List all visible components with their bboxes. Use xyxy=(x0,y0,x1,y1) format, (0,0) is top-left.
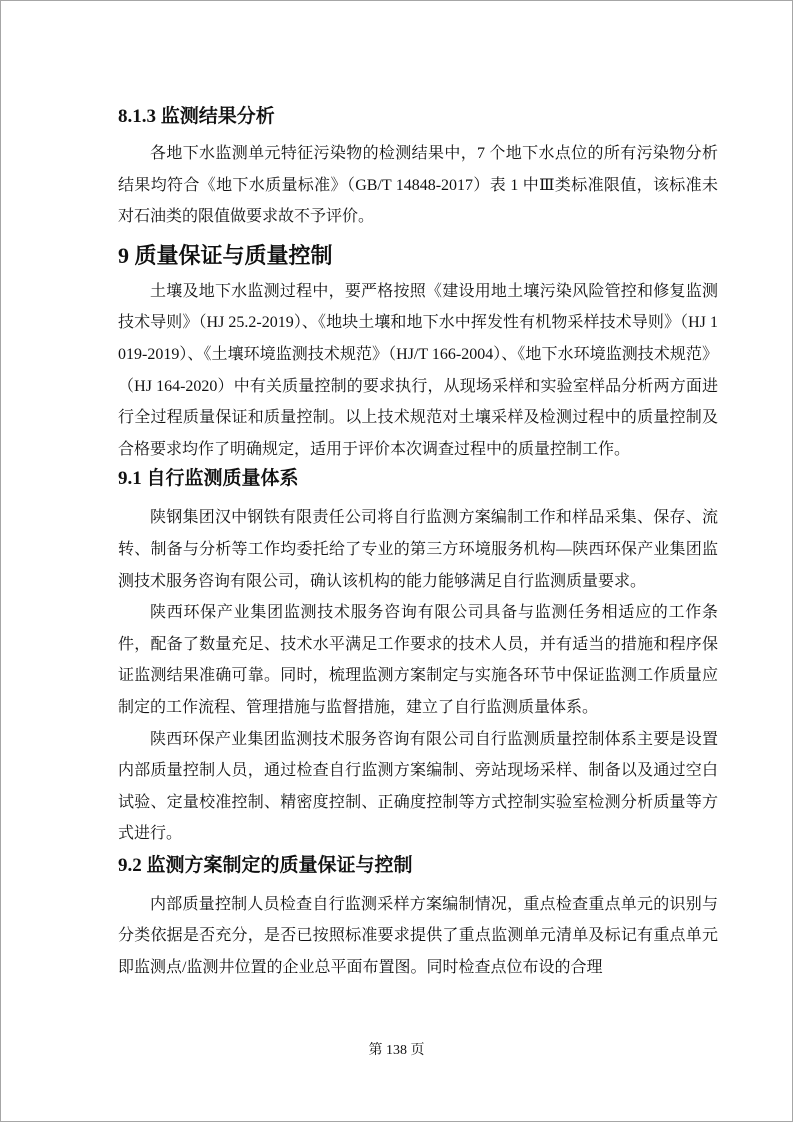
paragraph-self-monitoring-delegation: 陕钢集团汉中钢铁有限责任公司将自行监测方案编制工作和样品采集、保存、流转、制备与分析等工作均委托给了专业的第三方环境服务机构—陕西环保产业集团监测技术服务咨询有限公司，确认该机构的能力能够满足自行监测质量要求。 xyxy=(118,509,718,590)
page-footer xyxy=(1,1039,792,1059)
heading-8-1-3-monitoring-result-analysis: 8.1.3 监测结果分析 xyxy=(118,106,275,127)
paragraph-contractor-capability: 陕西环保产业集团监测技术服务咨询有限公司具备与监测任务相适应的工作条件，配备了数量充足、技术水平满足工作要求的技术人员，并有适当的措施和程序保证监测结果准确可靠。同时，梳理监测方案制定与实施各环节中保证监测工作质量应制定的工作流程、管理措施与监督措施，建立了自行监测质量体系。 xyxy=(118,604,718,716)
page-body xyxy=(118,1,718,984)
paragraph-qa-technical-standards: 土壤及地下水监测过程中，要严格按照《建设用地土壤污染风险管控和修复监测技术导则》（HJ 25.2-2019）、《地块土壤和地下水中挥发性有机物采样技术导则》（HJ 1019-2019）、《土壤环境监测技术规范》（HJ/T 166-2004）、《地下水环境监测技术规范》（HJ 164-2020）中有关质量控制的要求执行，从现场采样和实验室样品分析两方面进行全过程质量保证和质量控制。以上技术规范对土壤采样及检测过程中的质量控制及合格要求均作了明确规定，适用于评价本次调查过程中的质量控制工作。 xyxy=(118,282,718,458)
heading-9-quality-assurance-control: 9 质量保证与质量控制 xyxy=(118,242,333,268)
heading-9-1-self-monitoring-quality-system: 9.1 自行监测质量体系 xyxy=(118,468,299,490)
paragraph-plan-qc-check: 内部质量控制人员检查自行监测采样方案编制情况，重点检查重点单元的识别与分类依据是否充分，是否已按照标准要求提供了重点监测单元清单及标记有重点单元即监测点/监测井位置的企业总平面布置图。同时检查点位布设的合理 xyxy=(118,895,718,977)
paragraph-internal-qc-methods: 陕西环保产业集团监测技术服务咨询有限公司自行监测质量控制体系主要是设置内部质量控制人员，通过检查自行监测方案编制、旁站现场采样、制备以及通过空白试验、定量校准控制、精密度控制、正确度控制等方式控制实验室检测分析质量等方式进行。 xyxy=(118,730,718,843)
heading-9-2-plan-quality-assurance: 9.2 监测方案制定的质量保证与控制 xyxy=(118,854,413,876)
page-number: 第 138 页 xyxy=(368,1043,425,1058)
paragraph-groundwater-results: 各地下水监测单元特征污染物的检测结果中，7 个地下水点位的所有污染物分析结果均符合《地下水质量标准》（GB/T 14848-2017）表 1 中Ⅲ类标准限值，该标准未对石油类的限值做要求故不予评价。 xyxy=(118,145,718,226)
